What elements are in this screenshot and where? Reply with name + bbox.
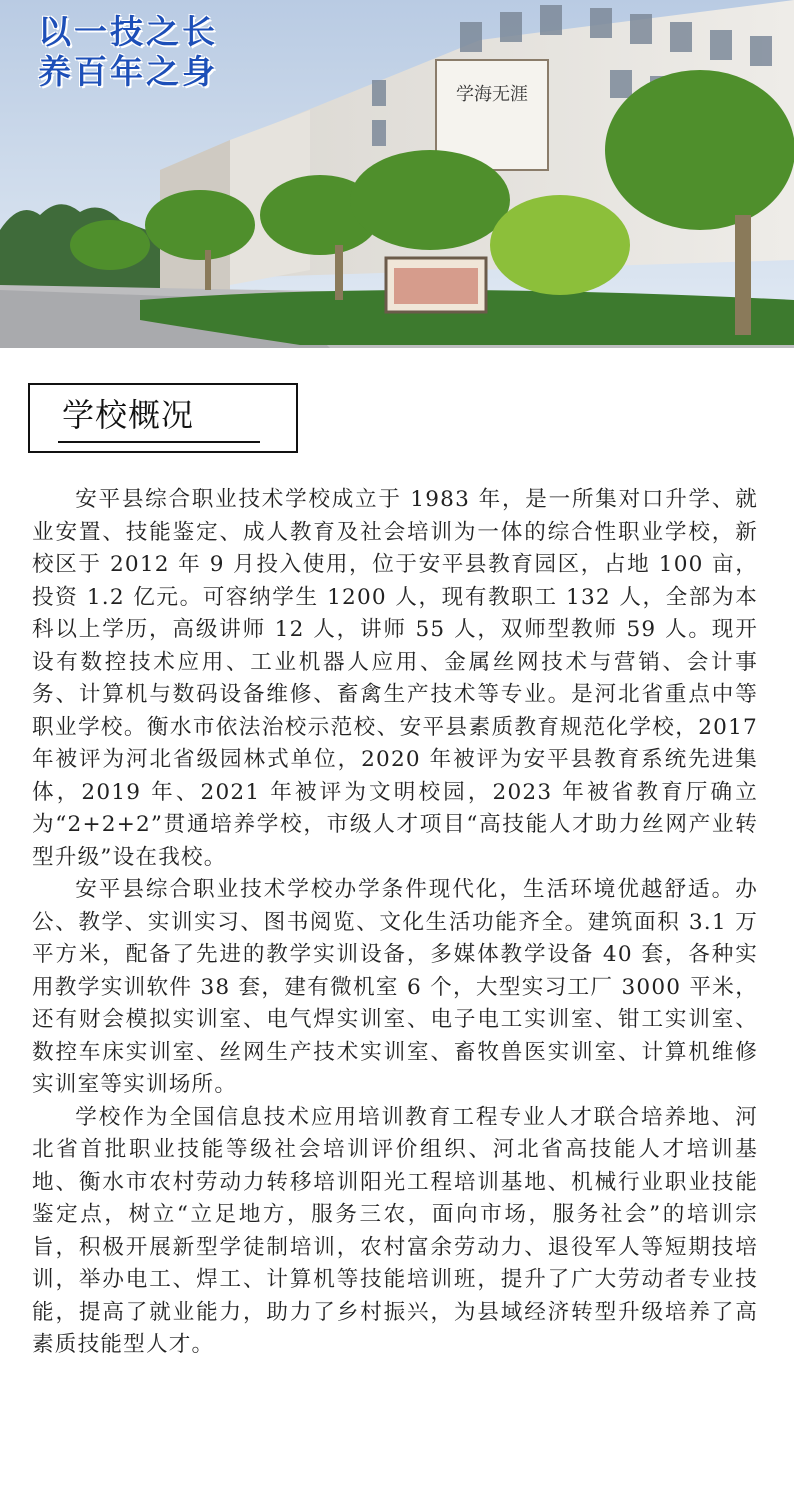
school-overview-text [32,484,758,1362]
paragraph-1: 安平县综合职业技术学校成立于 1983 年，是一所集对口升学、就业安置、技能鉴定、成人教育及社会培训为一体的综合性职业学校，新校区于 2012 年 9 月投入使用，位于安平县教育园区，占地 100 亩，投资 1.2 亿元。可容纳学生 1200 人，现有教职工 132 人，全部为本科以上学历，高级讲师 12 人，讲师 55 人，双师型教师 59 人。现开设有数控技术应用、工业机器人应用、金属丝网技术与营销、会计事务、计算机与数码设备维修、畜禽生产技术等专业。是河北省重点中等职业学校。衡水市依法治校示范校、安平县素质教育规范化学校，2017 年被评为河北省级园林式单位，2020 年被评为安平县教育系统先进集体，2019 年、2021 年被评为文明校园，2023 年被省教育厅确立为“2+2+2”贯通培养学校，市级人才项目“高技能人才助力丝网产业转型升级”设在我校。 [32,487,758,870]
section-title-underline [58,441,260,443]
hero-photo [0,0,794,348]
section-heading-box [28,383,298,453]
section-title: 学校概况 [62,396,195,434]
plaque-text: 学海无涯 [456,84,528,105]
paragraph-3: 学校作为全国信息技术应用培训教育工程专业人才联合培养地、河北省首批职业技能等级社会培训评价组织、河北省高技能人才培训基地、衡水市农村劳动力转移培训阳光工程培训基地、机械行业职业技能鉴定点，树立“立足地方，服务三农，面向市场，服务社会”的培训宗旨，积极开展新型学徒制培训，农村富余劳动力、退役军人等短期技培训，举办电工、焊工、计算机等技能培训班，提升了广大劳动者专业技能，提高了就业能力，助力了乡村振兴，为县域经济转型升级培养了高素质技能型人才。 [32,1104,758,1357]
slogan [38,12,218,92]
slogan-line-1: 以一技之长 [38,12,218,51]
paragraph-2: 安平县综合职业技术学校办学条件现代化，生活环境优越舒适。办公、教学、实训实习、图书阅览、文化生活功能齐全。建筑面积 3.1 万平方米，配备了先进的教学实训设备，多媒体教学设备 40 套，各种实用教学实训软件 38 套，建有微机室 6 个，大型实习工厂 3000 平米，还有财会模拟实训室、电气焊实训室、电子电工实训室、钳工实训室、数控车床实训室、丝网生产技术实训室、畜牧兽医实训室、计算机维修实训室等实训场所。 [32,877,758,1097]
slogan-line-2: 养百年之身 [38,52,218,91]
